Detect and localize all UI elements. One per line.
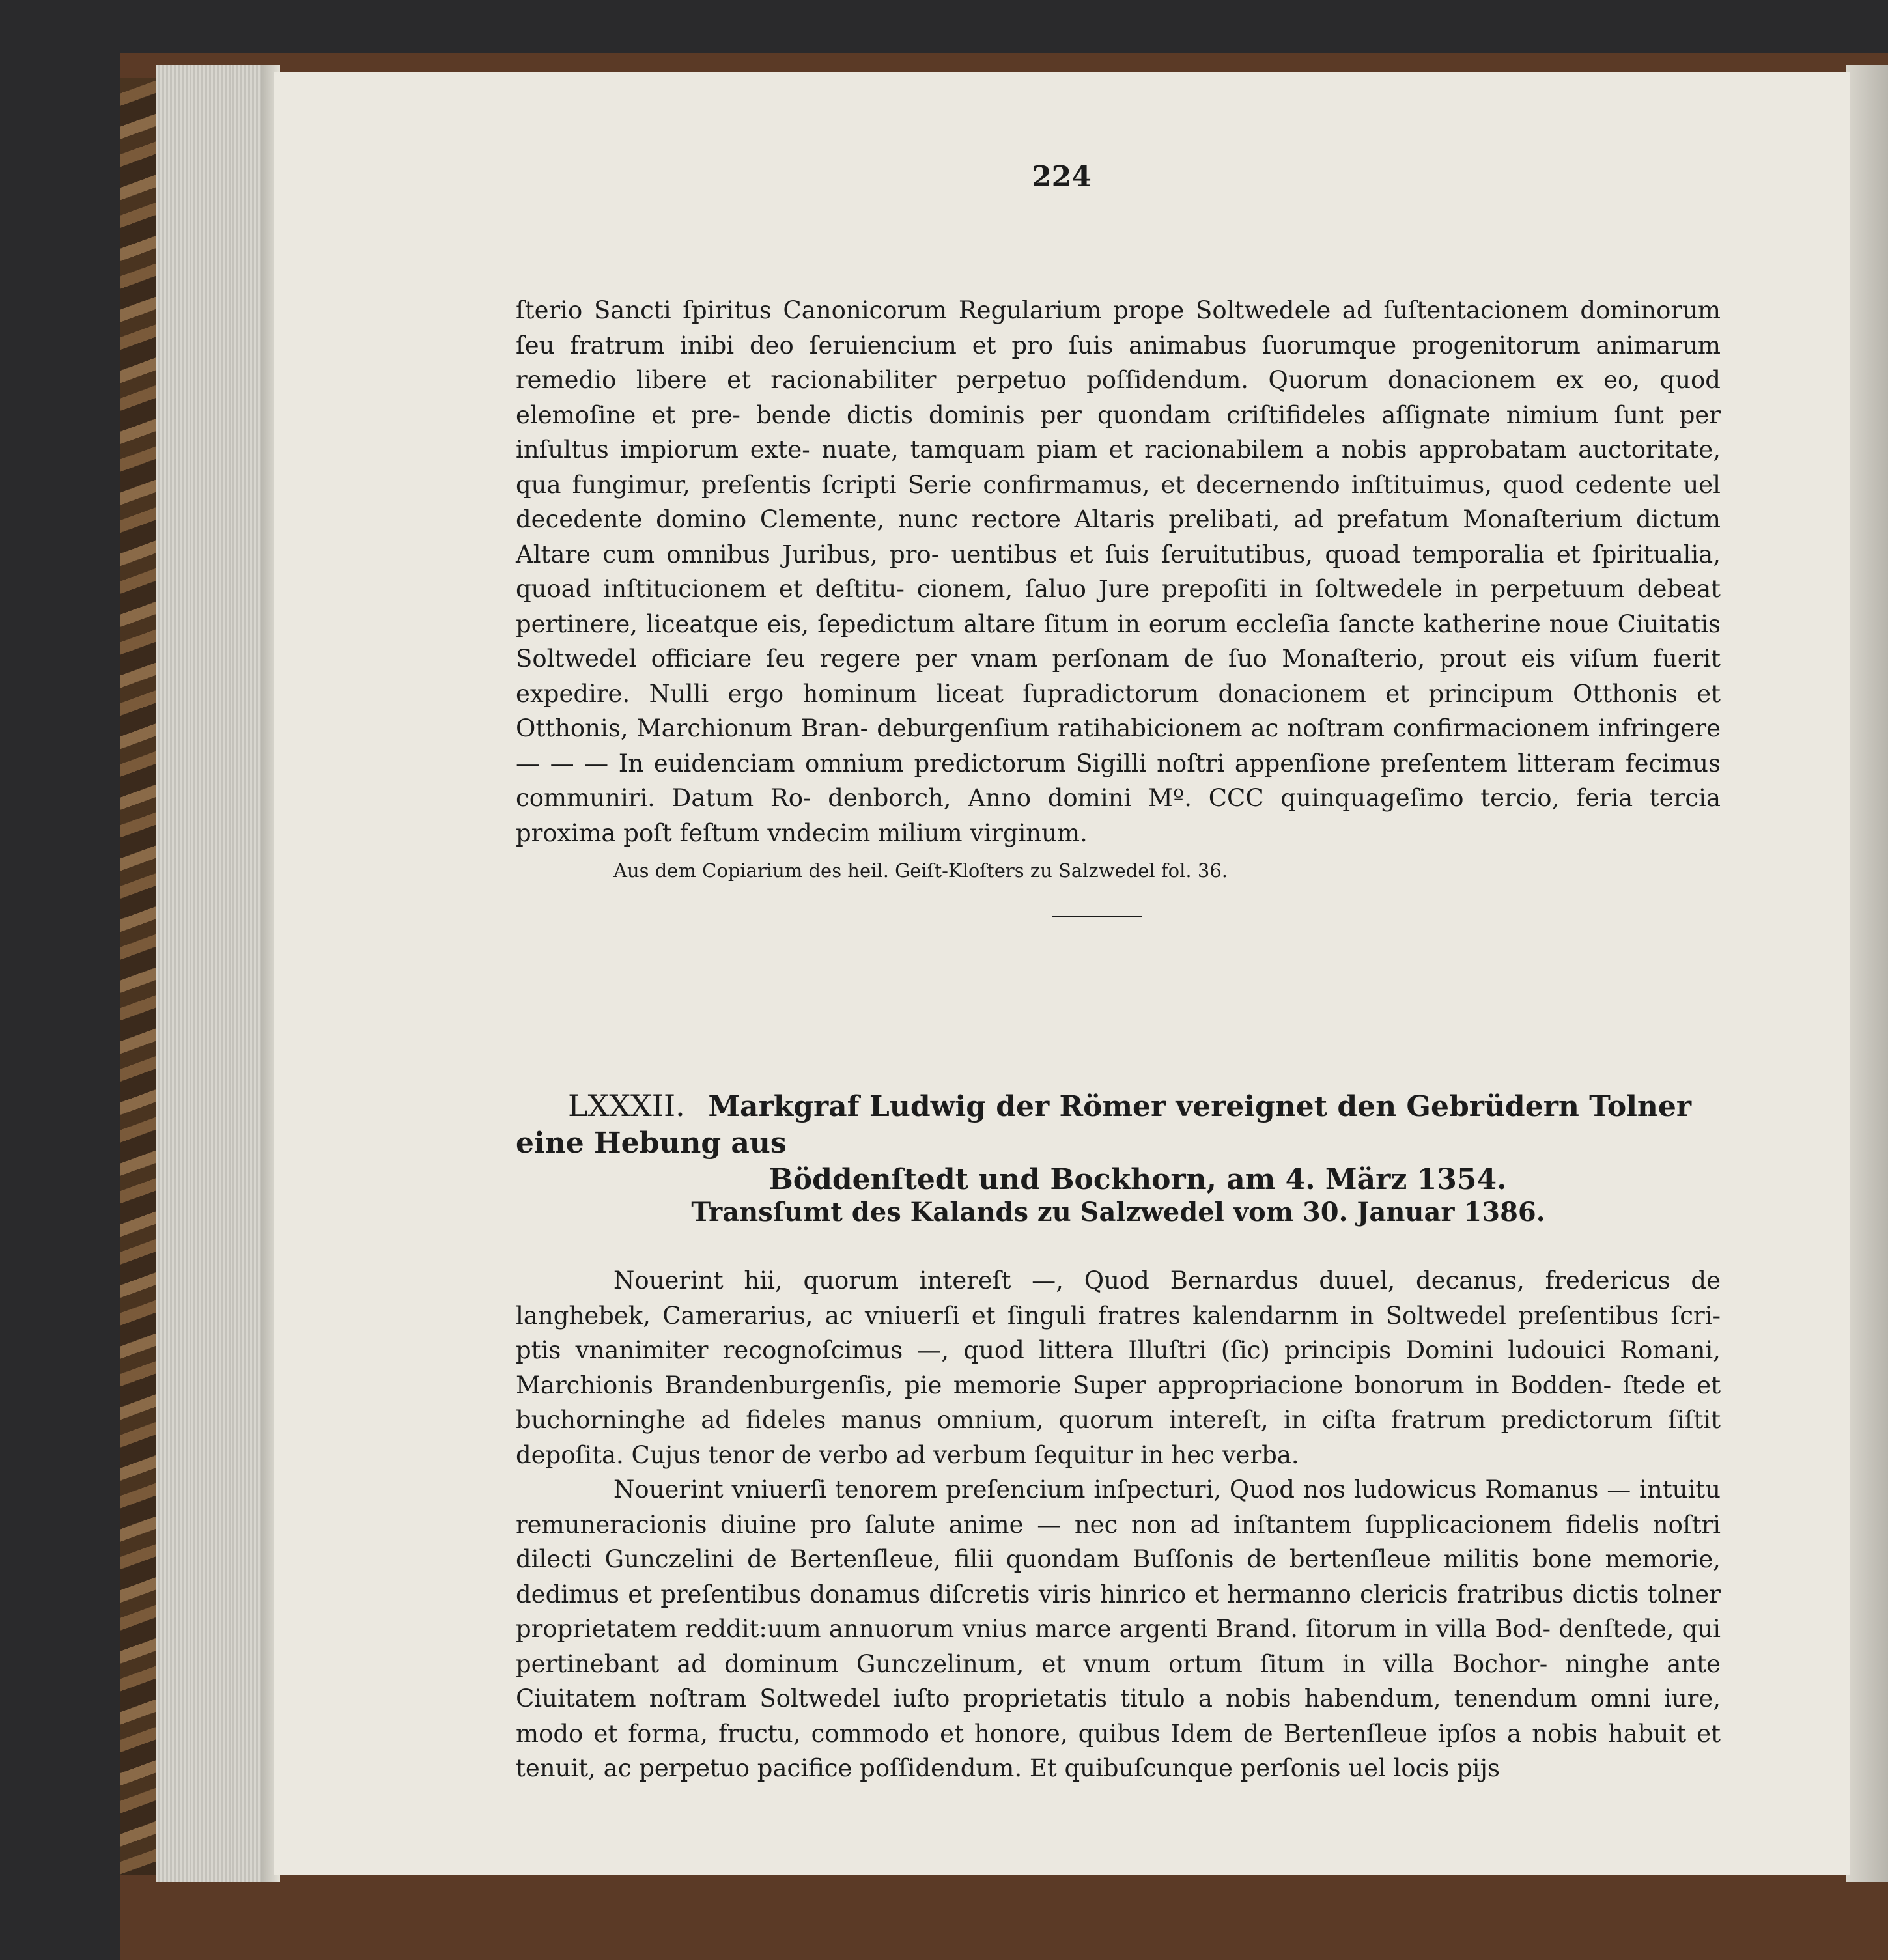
text-line: per vnam perſonam de ſuo Monaſterio, prout eis viſum fuerit expedire. Nulli ergo hominum bbox=[516, 645, 1721, 708]
text-line: bende dictis dominis per quondam criſtifideles aſſignate nimium ſunt per inſultus impiorum exte- bbox=[516, 400, 1721, 464]
source-note: Aus dem Copiarium des heil. Geiſt-Kloſters zu Salzwedel fol. 36. bbox=[613, 860, 1228, 882]
marbled-edge bbox=[120, 78, 160, 1875]
text-line: denſtede, qui pertinebant ad dominum Gunczelinum, et vnum ortum ſitum in villa Bochor- bbox=[516, 1615, 1721, 1678]
text-line: nuate, tamquam piam et racionabilem a nobis approbatam auctoritate, qua fungimur, preſentis ſcripti bbox=[516, 436, 1721, 499]
text-line: Marchionis Brandenburgenſis, pie memorie Super appropriacione bonorum in Bodden- bbox=[516, 1371, 1612, 1399]
text-line: intuitu remuneracionis diuine pro ſalute anime — nec non ad inſtantem ſupplicacionem fidelis noſtri bbox=[516, 1476, 1721, 1539]
body-text-block-1 bbox=[516, 293, 1721, 882]
text-line: uentibus et ſuis ſeruitutibus, quoad temporalia et ſpiritualia, quoad inſtitucionem et deſtitu- bbox=[516, 540, 1721, 603]
text-line: ſeu fratrum inibi deo ſeruiencium et pro ſuis animabus ſuorumque progenitorum animarum remedio bbox=[516, 331, 1721, 394]
section-divider bbox=[1052, 916, 1142, 917]
text-line: nunc rectore Altaris prelibati, ad prefatum Monaſterium dictum Altare cum omnibus Juribus, pro- bbox=[516, 505, 1721, 568]
body-paragraph-3 bbox=[516, 1472, 1721, 1786]
page-number: 224 bbox=[1032, 160, 1092, 193]
page-stack-edges bbox=[156, 65, 274, 1882]
transsumpt-heading: Transſumt des Kalands zu Salzwedel vom 30. Januar 1386. bbox=[691, 1197, 1545, 1227]
section-number: LXXXII. bbox=[568, 1088, 685, 1123]
text-line: langhebek, Camerarius, ac vniuerſi et ſinguli fratres kalendarnm in Soltwedel preſentibus ſcri- bbox=[516, 1301, 1721, 1330]
text-line: dilecti Gunczelini de Bertenſleue, filii quondam Buſſonis de bertenſleue militis bone bbox=[516, 1545, 1592, 1573]
text-line: ſtede et buchorninghe ad fideles manus omnium, quorum intereſt, in ciſta fratrum predictorum bbox=[516, 1371, 1721, 1434]
right-page-edge bbox=[1846, 65, 1888, 1882]
text-line: omnium predictorum Sigilli noſtri appenſione preſentem litteram fecimus communiri. Datum Ro- bbox=[516, 749, 1721, 812]
text-line: Nouerint hii, quorum intereſt —, Quod Bernardus duuel, decanus, fredericus de bbox=[613, 1267, 1721, 1295]
text-line: milium virginum. bbox=[878, 819, 1088, 847]
section-title-line-2: Böddenſtedt und Bockhorn, am 4. März 1354. bbox=[768, 1163, 1507, 1196]
text-line: ninghe ante Ciuitatem noſtram Soltwedel iuſto proprietatis titulo a nobis habendum, tenendum bbox=[516, 1649, 1721, 1713]
text-line: omni iure, modo et forma, fructu, commodo et honore, quibus Idem de Bertenſleue ipſos a bbox=[516, 1685, 1721, 1748]
body-text-block-2 bbox=[516, 1263, 1721, 1786]
text-line: memorie, dedimus et preſentibus donamus diſcretis viris hinrico et hermanno clericis fratribus bbox=[516, 1545, 1721, 1608]
text-line: altare ſitum in eorum eccleſia ſancte katherine noue Ciuitatis Soltwedel officiare ſeu regere bbox=[516, 609, 1721, 673]
text-line: denborch, Anno domini Mº. CCC quinquageſimo tercio, feria tercia proxima poſt feſtum vndecim bbox=[516, 784, 1721, 847]
text-line: ſiſtit depoſita. Cujus tenor de verbo ad verbum ſequitur in hec verba. bbox=[516, 1406, 1721, 1469]
text-line: Serie confirmamus, et decernendo inſtituimus, quod cedente uel decedente domino Clemente, bbox=[516, 470, 1721, 533]
section-heading bbox=[516, 1087, 1721, 1198]
text-line: liceat ſupradictorum donacionem et principum Otthonis et Otthonis, Marchionum Bran- bbox=[516, 679, 1721, 742]
text-line: deburgenſium ratihabicionem ac noſtram confirmacionem infringere — — — In euidenciam bbox=[516, 714, 1721, 777]
text-line: ptis vnanimiter recognoſcimus —, quod littera Illuſtri (ſic) principis Domini ludouici Romani, bbox=[516, 1336, 1721, 1364]
text-line: nobis habuit et tenuit, ac perpetuo pacifice poſſidendum. Et quibuſcunque perſonis uel locis pijs bbox=[516, 1719, 1721, 1782]
text-line: ſterio Sancti ſpiritus Canonicorum Regularium prope Soltwedele ad ſuſtentacionem dominorum bbox=[516, 296, 1721, 324]
book-page bbox=[274, 72, 1850, 1875]
body-paragraph-2 bbox=[516, 1263, 1721, 1472]
text-line: dictis tolner proprietatem reddit:uum annuorum vnius marce argenti Brand. ſitorum in villa Bod- bbox=[516, 1580, 1721, 1643]
text-line: libere et racionabiliter perpetuo poſſidendum. Quorum donacionem ex eo, quod elemoſine et pre- bbox=[516, 366, 1721, 429]
text-line: cionem, ſaluo Jure prepoſiti in ſoltwedele in perpetuum debeat pertinere, liceatque eis, ſepedictum bbox=[516, 575, 1721, 638]
section-title-line-1: Markgraf Ludwig der Römer vereignet den Gebrüdern Tolner eine Hebung aus bbox=[516, 1090, 1692, 1160]
text-line: Nouerint vniuerſi tenorem preſencium inſpecturi, Quod nos ludowicus Romanus — bbox=[613, 1476, 1631, 1504]
body-paragraph-1 bbox=[516, 293, 1721, 850]
